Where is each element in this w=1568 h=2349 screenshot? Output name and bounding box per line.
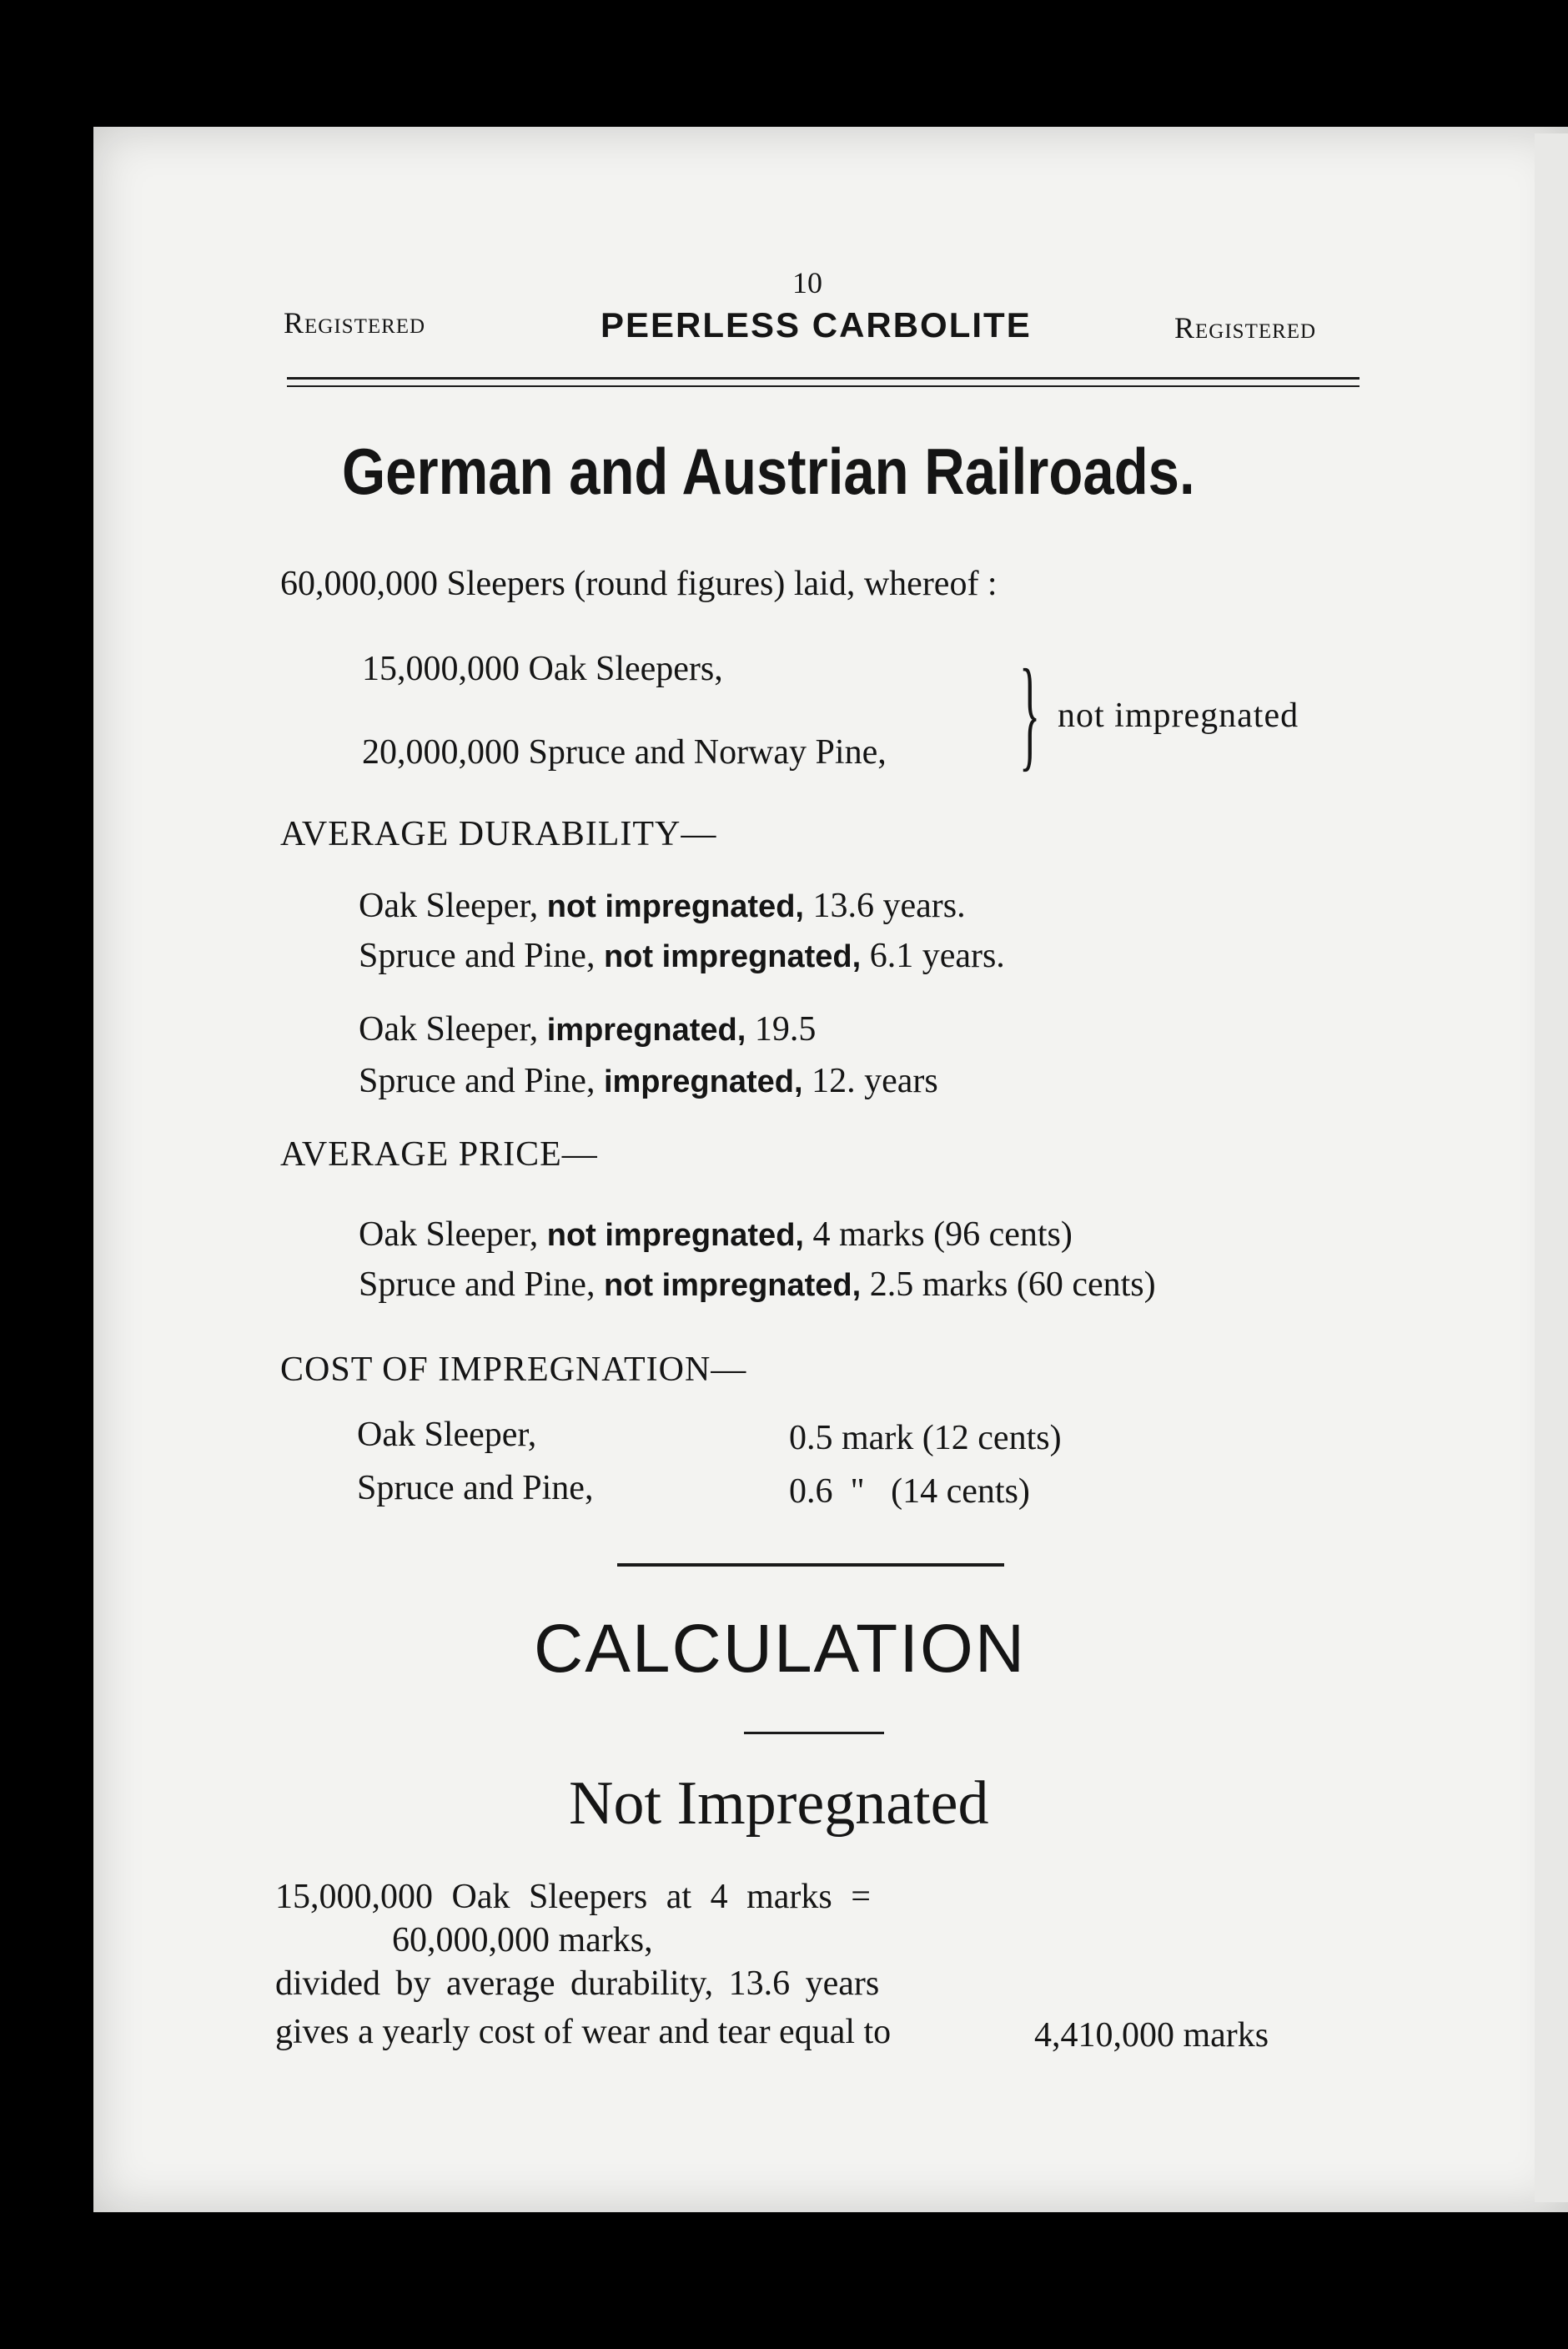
- impregnation-item: Oak Sleeper,: [357, 1416, 537, 1454]
- calculation-title: CALCULATION: [534, 1611, 1027, 1687]
- calculation-subtitle: Not Impregnated: [569, 1769, 989, 1838]
- durability-item: Spruce and Pine,: [359, 1062, 596, 1100]
- impregnation-heading: COST OF IMPREGNATION—: [280, 1351, 747, 1389]
- adjacent-page-edge: [1535, 133, 1568, 2202]
- intro-line: 60,000,000 Sleepers (round figures) laid, whereof :: [280, 565, 998, 603]
- price-item: Spruce and Pine,: [359, 1265, 596, 1304]
- durability-item: Oak Sleeper,: [359, 1010, 539, 1049]
- impregnation-item: Spruce and Pine,: [357, 1469, 594, 1507]
- price-heading: AVERAGE PRICE—: [280, 1135, 598, 1174]
- durability-heading: AVERAGE DURABILITY—: [280, 815, 717, 853]
- durability-item: Oak Sleeper,: [359, 887, 539, 925]
- page-number: 10: [792, 266, 822, 299]
- oak-sleepers-count: 15,000,000 Oak Sleepers,: [362, 650, 723, 688]
- price-status: not impregnated,: [603, 1268, 862, 1303]
- section-divider: [617, 1563, 1004, 1567]
- durability-row: [359, 886, 966, 926]
- calculation-line: 60,000,000 marks,: [392, 1921, 653, 1959]
- durability-value: 13.6 years.: [812, 887, 966, 925]
- header-rule-top: [287, 377, 1359, 380]
- price-row: [359, 1215, 1073, 1255]
- brace: }: [1019, 644, 1041, 782]
- price-value: 4 marks (96 cents): [812, 1215, 1073, 1254]
- durability-status: impregnated,: [603, 1064, 803, 1099]
- header-right-mark: Registered: [1174, 311, 1317, 345]
- durability-status: not impregnated,: [603, 939, 862, 974]
- price-row: [359, 1265, 1156, 1305]
- durability-status: not impregnated,: [546, 889, 804, 924]
- calculation-result: 4,410,000 marks: [1034, 2016, 1269, 2055]
- calculation-line: gives a yearly cost of wear and tear equal to: [275, 2013, 892, 2051]
- not-impregnated-note: not impregnated: [1058, 697, 1299, 735]
- impregnation-value: 0.6 " (14 cents): [789, 1472, 1030, 1511]
- price-status: not impregnated,: [546, 1218, 804, 1253]
- price-value: 2.5 marks (60 cents): [869, 1265, 1156, 1304]
- section-title: German and Austrian Railroads.: [342, 435, 1195, 508]
- impregnation-value: 0.5 mark (12 cents): [789, 1419, 1062, 1457]
- durability-value: 12. years: [812, 1062, 938, 1100]
- spruce-pine-count: 20,000,000 Spruce and Norway Pine,: [362, 733, 887, 772]
- durability-value: 19.5: [754, 1010, 817, 1049]
- calculation-line: 15,000,000 Oak Sleepers at 4 marks =: [275, 1878, 871, 1916]
- header-title: PEERLESS CARBOLITE: [601, 305, 1032, 345]
- durability-value: 6.1 years.: [869, 937, 1005, 975]
- calculation-divider: [744, 1732, 884, 1734]
- durability-row: [359, 1009, 816, 1049]
- price-item: Oak Sleeper,: [359, 1215, 539, 1254]
- durability-status: impregnated,: [546, 1013, 746, 1048]
- header-rule-bottom: [287, 385, 1359, 387]
- durability-row: [359, 936, 1005, 976]
- durability-item: Spruce and Pine,: [359, 937, 596, 975]
- header-left-mark: Registered: [284, 306, 426, 340]
- calculation-line: divided by average durability, 13.6 years: [275, 1964, 880, 2003]
- durability-row: [359, 1061, 938, 1101]
